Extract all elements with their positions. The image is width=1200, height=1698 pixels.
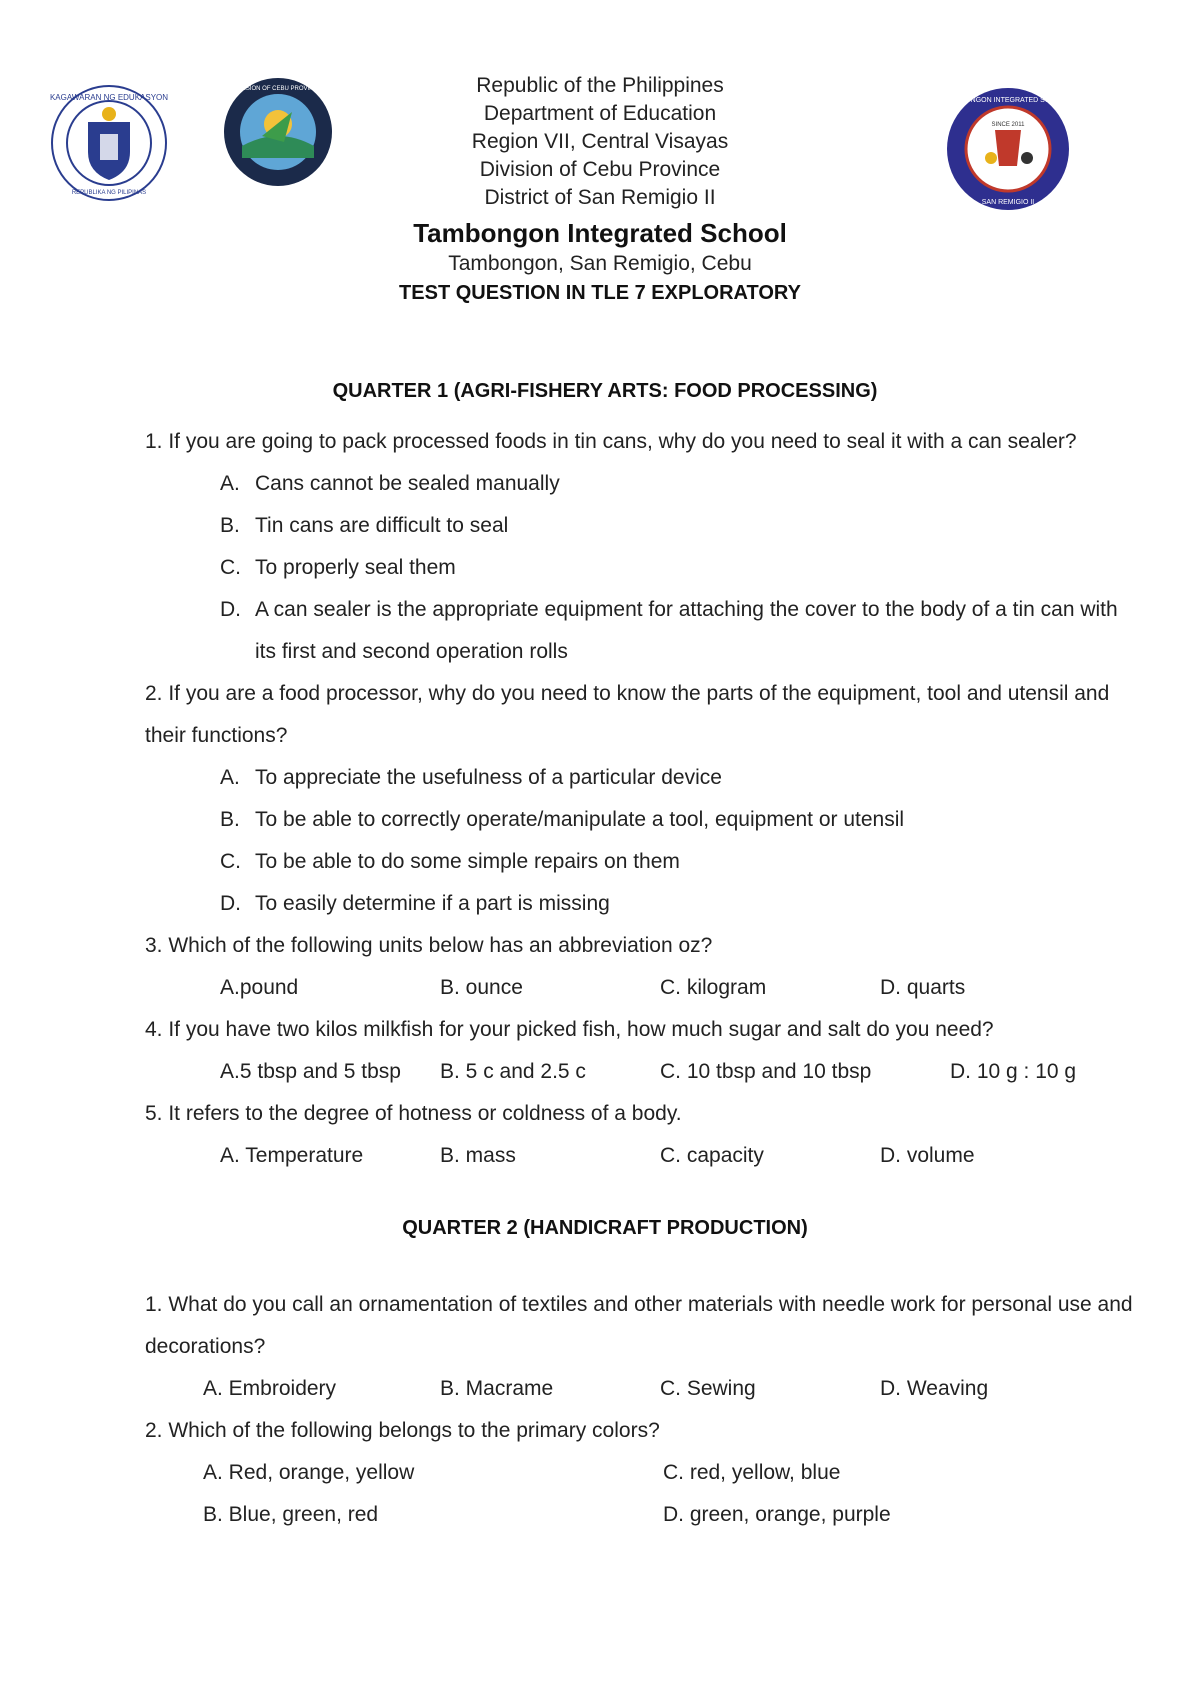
svg-text:REPUBLIKA NG PILIPINAS: REPUBLIKA NG PILIPINAS [71,190,147,196]
letterhead [0,72,1200,308]
svg-text:SINCE 2011: SINCE 2011 [991,122,1025,128]
test-title: TEST QUESTION IN TLE 7 EXPLORATORY [399,282,801,304]
q2-2-text: 2. Which of the following belongs to the primary colors? [145,1419,660,1442]
list-item: A. Cans cannot be sealed manually [220,472,560,495]
header-line-republic: Republic of the Philippines [476,74,724,97]
header-line-division: Division of Cebu Province [479,158,721,181]
option-b: B. Macrame [440,1377,554,1400]
q1-4-options [145,1051,1135,1093]
option-d: D. volume [880,1144,975,1167]
test-content [145,380,1135,1536]
q1-3-options [145,967,1135,1009]
svg-text:SAN REMIGIO II: SAN REMIGIO II [981,199,1035,206]
list-item: C. To be able to do some simple repairs on them [220,850,680,873]
q2-1-options [145,1368,1135,1410]
option-c: C. 10 tbsp and 10 tbsp [660,1060,872,1083]
list-item: D. To easily determine if a part is missing [220,892,610,915]
option-a: A.5 tbsp and 5 tbsp [220,1060,401,1083]
list-item: C. To properly seal them [220,556,456,579]
q1-1-options [145,463,1135,673]
option-a: A.pound [220,976,299,999]
option-d: D. green, orange, purple [663,1503,891,1526]
school-name: Tambongon Integrated School [413,218,787,248]
list-item: A. To appreciate the usefulness of a particular device [220,766,722,789]
q2-2-options [145,1452,1135,1536]
q1-5-text: 5. It refers to the degree of hotness or coldness of a body. [145,1102,682,1125]
option-c: C. Sewing [660,1377,756,1400]
header-line-district: District of San Remigio II [484,186,716,209]
school-address: Tambongon, San Remigio, Cebu [448,252,752,275]
option-d: D. 10 g : 10 g [950,1060,1077,1083]
option-b: B. 5 c and 2.5 c [440,1060,586,1083]
list-item: B. To be able to correctly operate/manipulate a tool, equipment or utensil [220,808,905,831]
option-a: A. Red, orange, yellow [203,1461,415,1484]
list-item: B. Tin cans are difficult to seal [220,514,509,537]
svg-text:KAGAWARAN NG EDUKASYON: KAGAWARAN NG EDUKASYON [50,93,168,102]
quarter1-title: QUARTER 1 (AGRI-FISHERY ARTS: FOOD PROCESSING) [332,380,878,402]
q1-1-text: 1. If you are going to pack processed foods in tin cans, why do you need to seal it with a can sealer? [145,430,1077,453]
q1-3-text: 3. Which of the following units below has an abbreviation oz? [145,934,713,957]
quarter2-title: QUARTER 2 (HANDICRAFT PRODUCTION) [402,1217,808,1239]
q1-2-options [145,757,1135,925]
q1-2-text: 2. If you are a food processor, why do you need to know the parts of the equipment, tool and utensil and their functions? [145,682,1110,747]
svg-text:DIVISION OF CEBU PROVINCE: DIVISION OF CEBU PROVINCE [234,86,322,92]
option-c: C. red, yellow, blue [663,1461,841,1484]
q1-5-options [145,1135,1135,1177]
q2-1-text: 1. What do you call an ornamentation of textiles and other materials with needle work for personal use and decorations? [145,1293,1133,1358]
header-line-department: Department of Education [483,102,717,125]
option-b: B. ounce [440,976,523,999]
option-b: B. mass [440,1144,516,1167]
option-a: A. Embroidery [203,1377,337,1400]
header-line-region: Region VII, Central Visayas [471,130,729,153]
option-c: C. kilogram [660,976,767,999]
option-c: C. capacity [660,1144,764,1167]
option-d: D. Weaving [880,1377,989,1400]
option-b: B. Blue, green, red [203,1503,379,1526]
list-item: D. A can sealer is the appropriate equipment for attaching the cover to the body of a tin can with its first and second operation rolls [220,598,1118,663]
option-a: A. Temperature [220,1144,364,1167]
svg-text:TAMBONGON INTEGRATED SCHOOL: TAMBONGON INTEGRATED SCHOOL [946,97,1070,104]
option-d: D. quarts [880,976,966,999]
q1-4-text: 4. If you have two kilos milkfish for your picked fish, how much sugar and salt do you need? [145,1018,994,1041]
